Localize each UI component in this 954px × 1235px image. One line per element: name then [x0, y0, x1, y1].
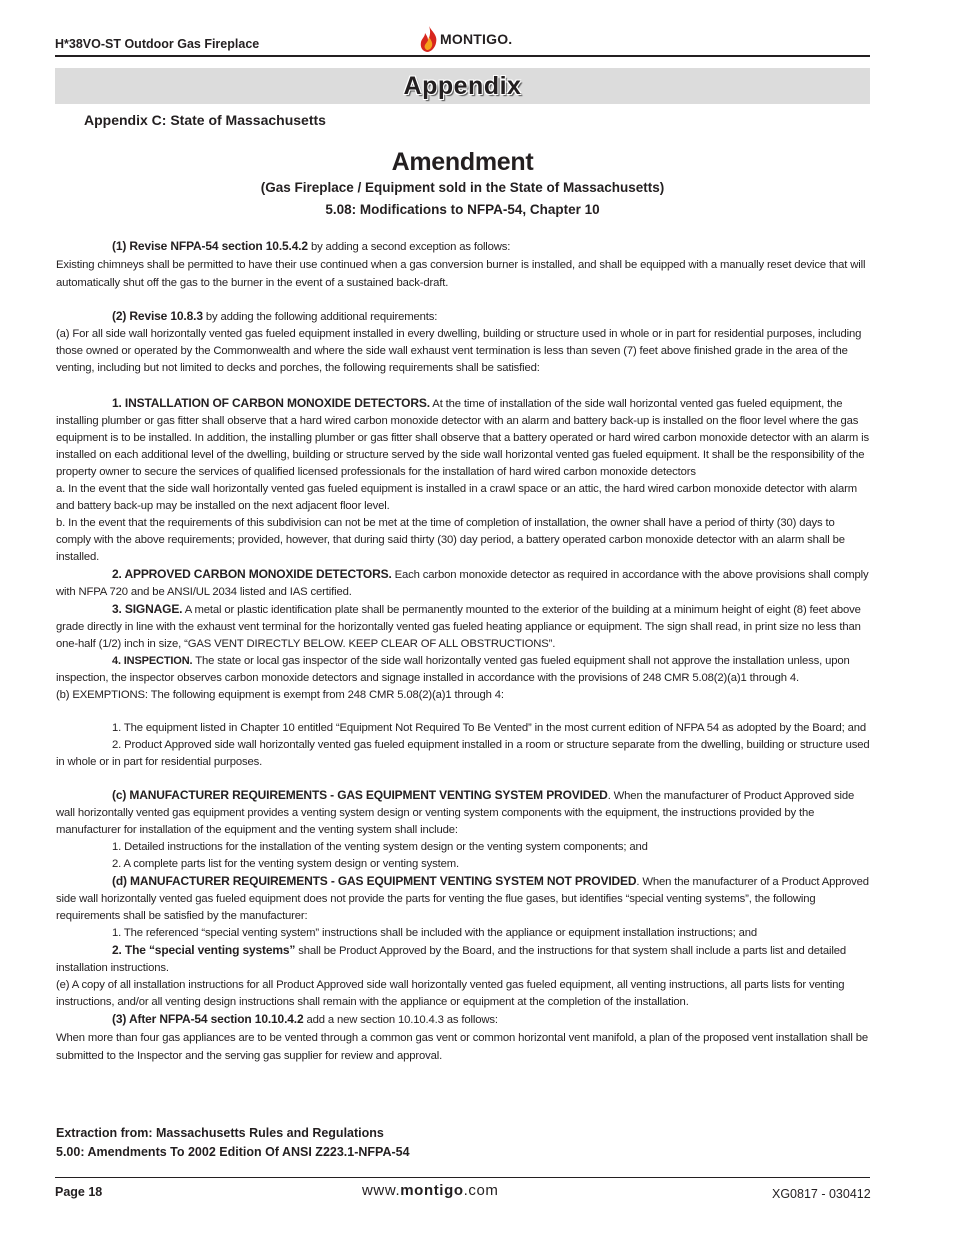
page-number: Page 18	[55, 1185, 103, 1199]
logo-dot: .	[508, 31, 513, 47]
c-text: . When the manufacturer of Product Approved side wall horizontally vented gas equipment provides a venting system design or venting system components with the equipment, the instructions provided by the manufacturer for installation of the equipment and the venting system shall include:	[56, 790, 855, 836]
logo-wordmark: MONTIGO	[440, 31, 509, 47]
manufacturer-not-provided-item-1: 1. The referenced “special venting system” instructions shall be included with the appliance or equipment installation instructions; and	[112, 927, 758, 939]
website-url	[362, 1182, 499, 1199]
url-prefix: www.	[362, 1182, 401, 1199]
paragraph-3-text: When more than four gas appliances are to be vented through a common gas vent or common horizontal vent manifold, a plan of the proposed vent installation shall be submitted to the Inspector and the serving gas supplier for review and approval.	[56, 1032, 869, 1062]
co-item-b: b. In the event that the requirements of this subdivision can not be met at the time of completion of installation, the owner shall have a period of thirty (30) days to comply with the above requirements; provided, however, that during said thirty (30) day period, a battery operated carbon monoxide detector with an alarm shall be installed.	[56, 517, 845, 563]
paragraph-3-heading	[56, 1011, 871, 1029]
amendment-section: 5.08: Modifications to NFPA-54, Chapter 10	[325, 202, 600, 217]
document-code: XG0817 - 030412	[772, 1187, 871, 1201]
special-venting-paragraph	[56, 942, 871, 977]
p1-bold: (1) Revise NFPA-54 section 10.5.4.2	[112, 239, 308, 253]
exemption-item-1: 1. The equipment listed in Chapter 10 entitled “Equipment Not Required To Be Vented” in the most current edition of NFPA 54 as adopted by the Board; and	[112, 722, 867, 734]
manufacturer-not-provided-paragraph	[56, 873, 871, 925]
appendix-banner	[55, 68, 870, 104]
co-text: At the time of installation of the side wall horizontal vented gas fueled equipment, the installing plumber or gas fitter shall observe that a hard wired carbon monoxide detector with an alarm and battery back-up is installed on the floor level where the gas equipment is to be installed. In addition, the installing plumber or gas fitter shall observe that a battery operated or hard wired carbon monoxide detector with an alarm is installed on each additional level of the dwelling, building or structure served by the side wall horizontal vented gas fueled equipment. It shall be the responsibility of the property owner to secure the services of qualified licensed professionals for the installation of hard wired carbon monoxide detectors	[56, 398, 869, 478]
amendment-subtitle: (Gas Fireplace / Equipment sold in the State of Massachusetts)	[260, 180, 665, 195]
d2-text: shall be Product Approved by the Board, and the instructions for that system shall include a parts list and detailed installation instructions.	[56, 945, 847, 974]
signage-heading: 3. SIGNAGE.	[112, 602, 183, 616]
d2-heading: 2. The “special venting systems”	[112, 943, 296, 957]
d-text: . When the manufacturer of a Product Approved side wall horizontally vented gas fueled equipment does not provide the parts for venting the flue gases, but identifies “special venting systems”, the following requirements shall be satisfied by the manufacturer:	[56, 876, 869, 922]
paragraph-1-text: Existing chimneys shall be permitted to have their use continued when a gas conversion burner is installed, and shall be equipped with a manually reset device that will automatically shut off the gas to the burner in the event of a sustained back-draft.	[56, 259, 866, 289]
inspection-paragraph	[56, 653, 871, 687]
approved-heading: 2. APPROVED CARBON MONOXIDE DETECTORS.	[112, 567, 392, 581]
extraction-line-2: 5.00: Amendments To 2002 Edition Of ANSI Z223.1-NFPA-54	[56, 1145, 410, 1159]
document-title: H*38VO-ST Outdoor Gas Fireplace	[55, 37, 260, 51]
header-rule	[55, 55, 870, 57]
amendment-body	[56, 238, 871, 1065]
p3-bold: (3) After NFPA-54 section 10.10.4.2	[112, 1012, 304, 1026]
signage-paragraph	[56, 601, 871, 653]
co-heading: 1. INSTALLATION OF CARBON MONOXIDE DETECTORS.	[112, 396, 430, 410]
paragraph-2-text: (a) For all side wall horizontally vented gas fueled equipment installed in every dwelling, building or structure used in whole or in part for residential purposes, including those owned or operated by the Commonwealth and where the side wall exhaust vent termination is less than seven (7) feet above finished grade in the area of the venting, including but not limited to decks and porches, the following requirements shall be satisfied:	[56, 328, 862, 374]
paragraph-1-heading	[56, 238, 871, 256]
exemption-item-2: 2. Product Approved side wall horizontally vented gas fueled equipment installed in a room or structure separate from the dwelling, building or structure used in whole or in part for residential purposes.	[56, 739, 870, 768]
p2-bold: (2) Revise 10.8.3	[112, 309, 203, 323]
c-heading: (c) MANUFACTURER REQUIREMENTS - GAS EQUIPMENT VENTING SYSTEM PROVIDED	[112, 788, 608, 802]
banner-title: Appendix	[403, 72, 522, 100]
d-heading: (d) MANUFACTURER REQUIREMENTS - GAS EQUIPMENT VENTING SYSTEM NOT PROVIDED	[112, 874, 637, 888]
manufacturer-provided-item-2: 2. A complete parts list for the venting system design or venting system.	[112, 858, 459, 870]
p1-tail: by adding a second exception as follows:	[307, 241, 511, 253]
url-suffix: .com	[463, 1182, 499, 1199]
co-item-a: a. In the event that the side wall horizontally vented gas fueled equipment is installed in a crawl space or an attic, the hard wired carbon monoxide detector with alarm and battery back-up may be installed on the next adjacent floor level.	[56, 483, 858, 512]
p3-tail: add a new section 10.10.4.3 as follows:	[303, 1014, 498, 1026]
section-title: Appendix C: State of Massachusetts	[84, 112, 326, 128]
paragraph-2-heading	[56, 308, 871, 326]
approved-detectors-paragraph	[56, 566, 871, 601]
manufacturer-provided-item-1: 1. Detailed instructions for the installation of the venting system design or the venting system components; and	[112, 841, 648, 853]
footer-rule	[55, 1177, 870, 1178]
extraction-note	[56, 1124, 410, 1162]
item-e-paragraph: (e) A copy of all installation instructions for all Product Approved side wall horizontally vented gas fueled equipment, all venting instructions, all parts lists for venting instructions, and/or all venting design instructions shall remain with the appliance or equipment at the completion of the installation.	[56, 979, 845, 1008]
extraction-line-1: Extraction from: Massachusetts Rules and Regulations	[56, 1126, 384, 1140]
amendment-title: Amendment	[391, 148, 534, 176]
approved-text: Each carbon monoxide detector as required in accordance with the above provisions shall comply with NFPA 720 and be ANSI/UL 2034 listed and IAS certified.	[56, 569, 869, 598]
manufacturer-provided-paragraph	[56, 787, 871, 839]
flame-icon	[418, 25, 440, 53]
url-brand: montigo	[400, 1182, 464, 1199]
co-detectors-paragraph	[56, 395, 871, 481]
montigo-logo	[418, 24, 512, 54]
signage-text: A metal or plastic identification plate shall be permanently mounted to the exterior of the building at a minimum height of eight (8) feet above grade directly in line with the exhaust vent terminal for the horizontally vented gas fueled heating appliance or equipment. The sign shall read, in print size no less than one-half (1/2) inch in size, “GAS VENT DIRECTLY BELOW. KEEP CLEAR OF ALL OBSTRUCTIONS”.	[56, 604, 861, 650]
inspection-heading: 4. INSPECTION.	[112, 655, 193, 667]
p2-tail: by adding the following additional requirements:	[202, 311, 438, 323]
exemptions-paragraph: (b) EXEMPTIONS: The following equipment is exempt from 248 CMR 5.08(2)(a)1 through 4:	[56, 689, 504, 701]
inspection-text: The state or local gas inspector of the side wall horizontally vented gas fueled equipment shall not approve the installation unless, upon inspection, the inspector observes carbon monoxide detectors and signage installed in accordance with the provisions of 248 CMR 5.08(2)(a)1 through 4.	[56, 655, 850, 684]
